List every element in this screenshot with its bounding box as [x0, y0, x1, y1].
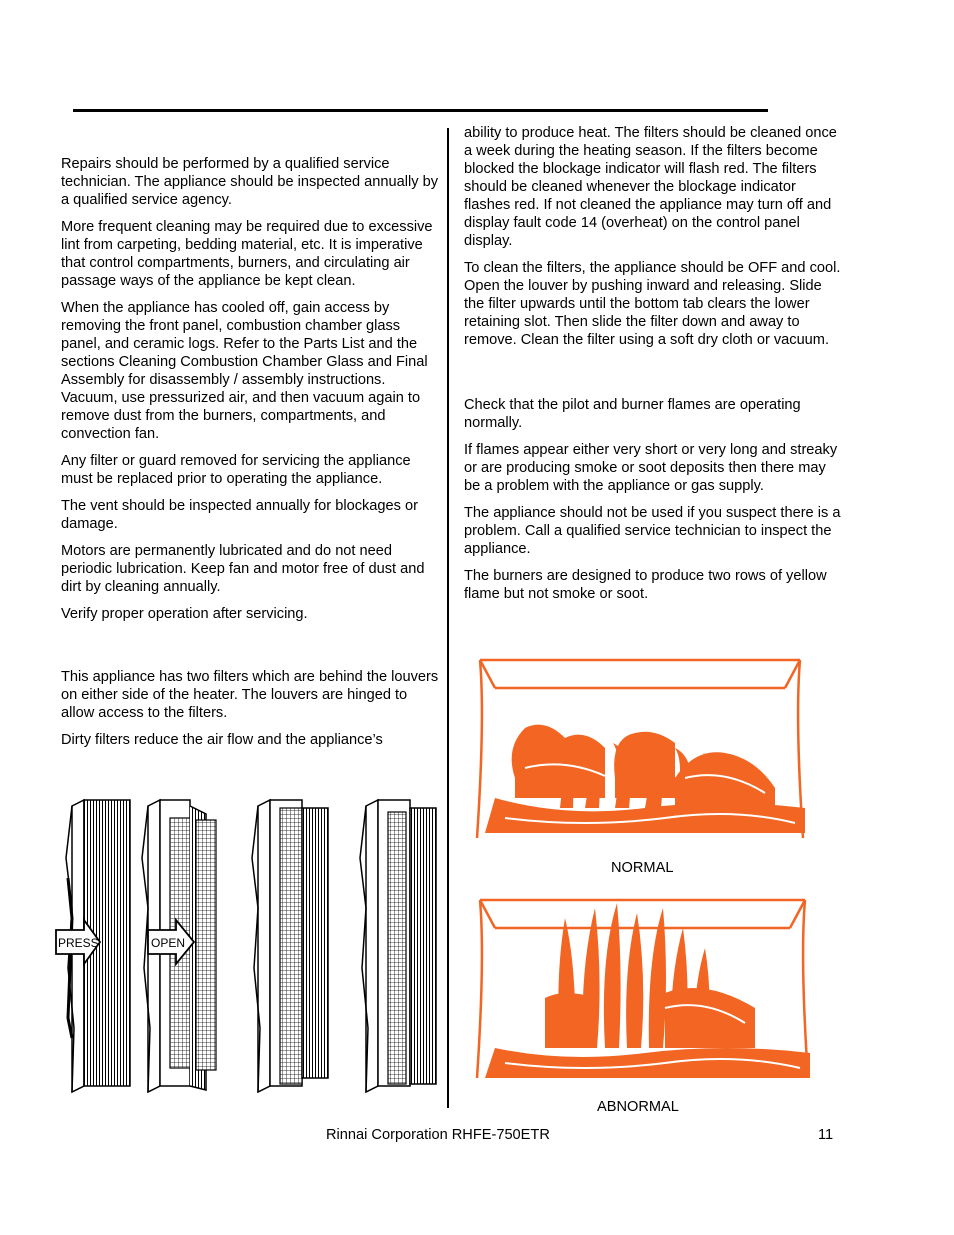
verify-paragraph: Verify proper operation after servicing.	[61, 606, 308, 622]
burner-design-paragraph: The burners are designed to produce two rows of yellow flame but not smoke or soot.	[464, 568, 827, 602]
cleaning-frequency-paragraph: More frequent cleaning may be required due to excessive lint from carpeting, bedding material, etc. It is imperative that control compartments, burners, and circulating air passage ways of the appliance be kept clean.	[61, 219, 433, 289]
footer-title: Rinnai Corporation RHFE-750ETR	[326, 1127, 550, 1143]
filter-removed-panel	[360, 800, 436, 1092]
do-not-use-paragraph: The appliance should not be used if you suspect there is a problem. Call a qualified service technician to inspect the appliance.	[464, 505, 841, 557]
page-number: 11	[818, 1127, 834, 1143]
press-label: PRESS	[58, 936, 99, 950]
column-divider	[447, 128, 449, 1108]
filters-location-paragraph: This appliance has two filters which are behind the louvers on either side of the heater. The louvers are hinged to allow access to the filters.	[61, 669, 439, 721]
filter-cleaning-paragraph: ability to produce heat. The filters should be cleaned once a week during the heating season. If the filters become blocked the blockage indicator will flash red. The filters should be cleaned whenever the blockage indicator flashes red. If not cleaned the appliance may turn off and display fault code 14 (overheat) on the control panel display.	[464, 125, 837, 249]
access-paragraph: When the appliance has cooled off, gain access by removing the front panel, combustion chamber glass panel, and ceramic logs. Refer to the Parts List and the sections Cleaning Combustion Chamber Glass and Final Assembly for disassembly / assembly instructions. Vacuum, use pressurized air, and then vacuum again to remove dust from the burners, compartments, and convection fan.	[61, 300, 428, 442]
abnormal-flame-illustration	[465, 898, 820, 1088]
filter-procedure-paragraph: To clean the filters, the appliance should be OFF and cool. Open the louver by pushing inward and releasing. Slide the filter upwards until the bottom tab clears the lower retaining slot. Then slide the filter down and away to remove. Clean the filter using a soft dry cloth or vacuum.	[464, 260, 841, 348]
abnormal-caption: ABNORMAL	[597, 1099, 679, 1115]
open-label: OPEN	[151, 936, 186, 950]
filter-slide-panel	[252, 800, 328, 1092]
motor-paragraph: Motors are permanently lubricated and do not need periodic lubrication. Keep fan and motor free of dust and dirt by cleaning annually.	[61, 543, 425, 595]
left-column	[61, 155, 439, 758]
flame-problem-paragraph: If flames appear either very short or very long and streaky or are producing smoke or soot deposits then there may be a problem with the appliance or gas supply.	[464, 442, 838, 494]
right-column	[464, 124, 844, 612]
normal-flame-illustration	[465, 658, 817, 848]
flame-check-paragraph: Check that the pilot and burner flames are operating normally.	[464, 397, 801, 431]
filter-guard-paragraph: Any filter or guard removed for servicing the appliance must be replaced prior to operating the appliance.	[61, 453, 411, 487]
vent-paragraph: The vent should be inspected annually for blockages or damage.	[61, 498, 418, 532]
dirty-filters-paragraph: Dirty filters reduce the air flow and the appliance’s	[61, 732, 383, 748]
service-paragraph: Repairs should be performed by a qualified service technician. The appliance should be inspected annually by a qualified service agency.	[61, 156, 439, 208]
filter-louver-illustration	[54, 798, 444, 1098]
header-rule	[73, 109, 768, 112]
normal-caption: NORMAL	[611, 860, 674, 876]
